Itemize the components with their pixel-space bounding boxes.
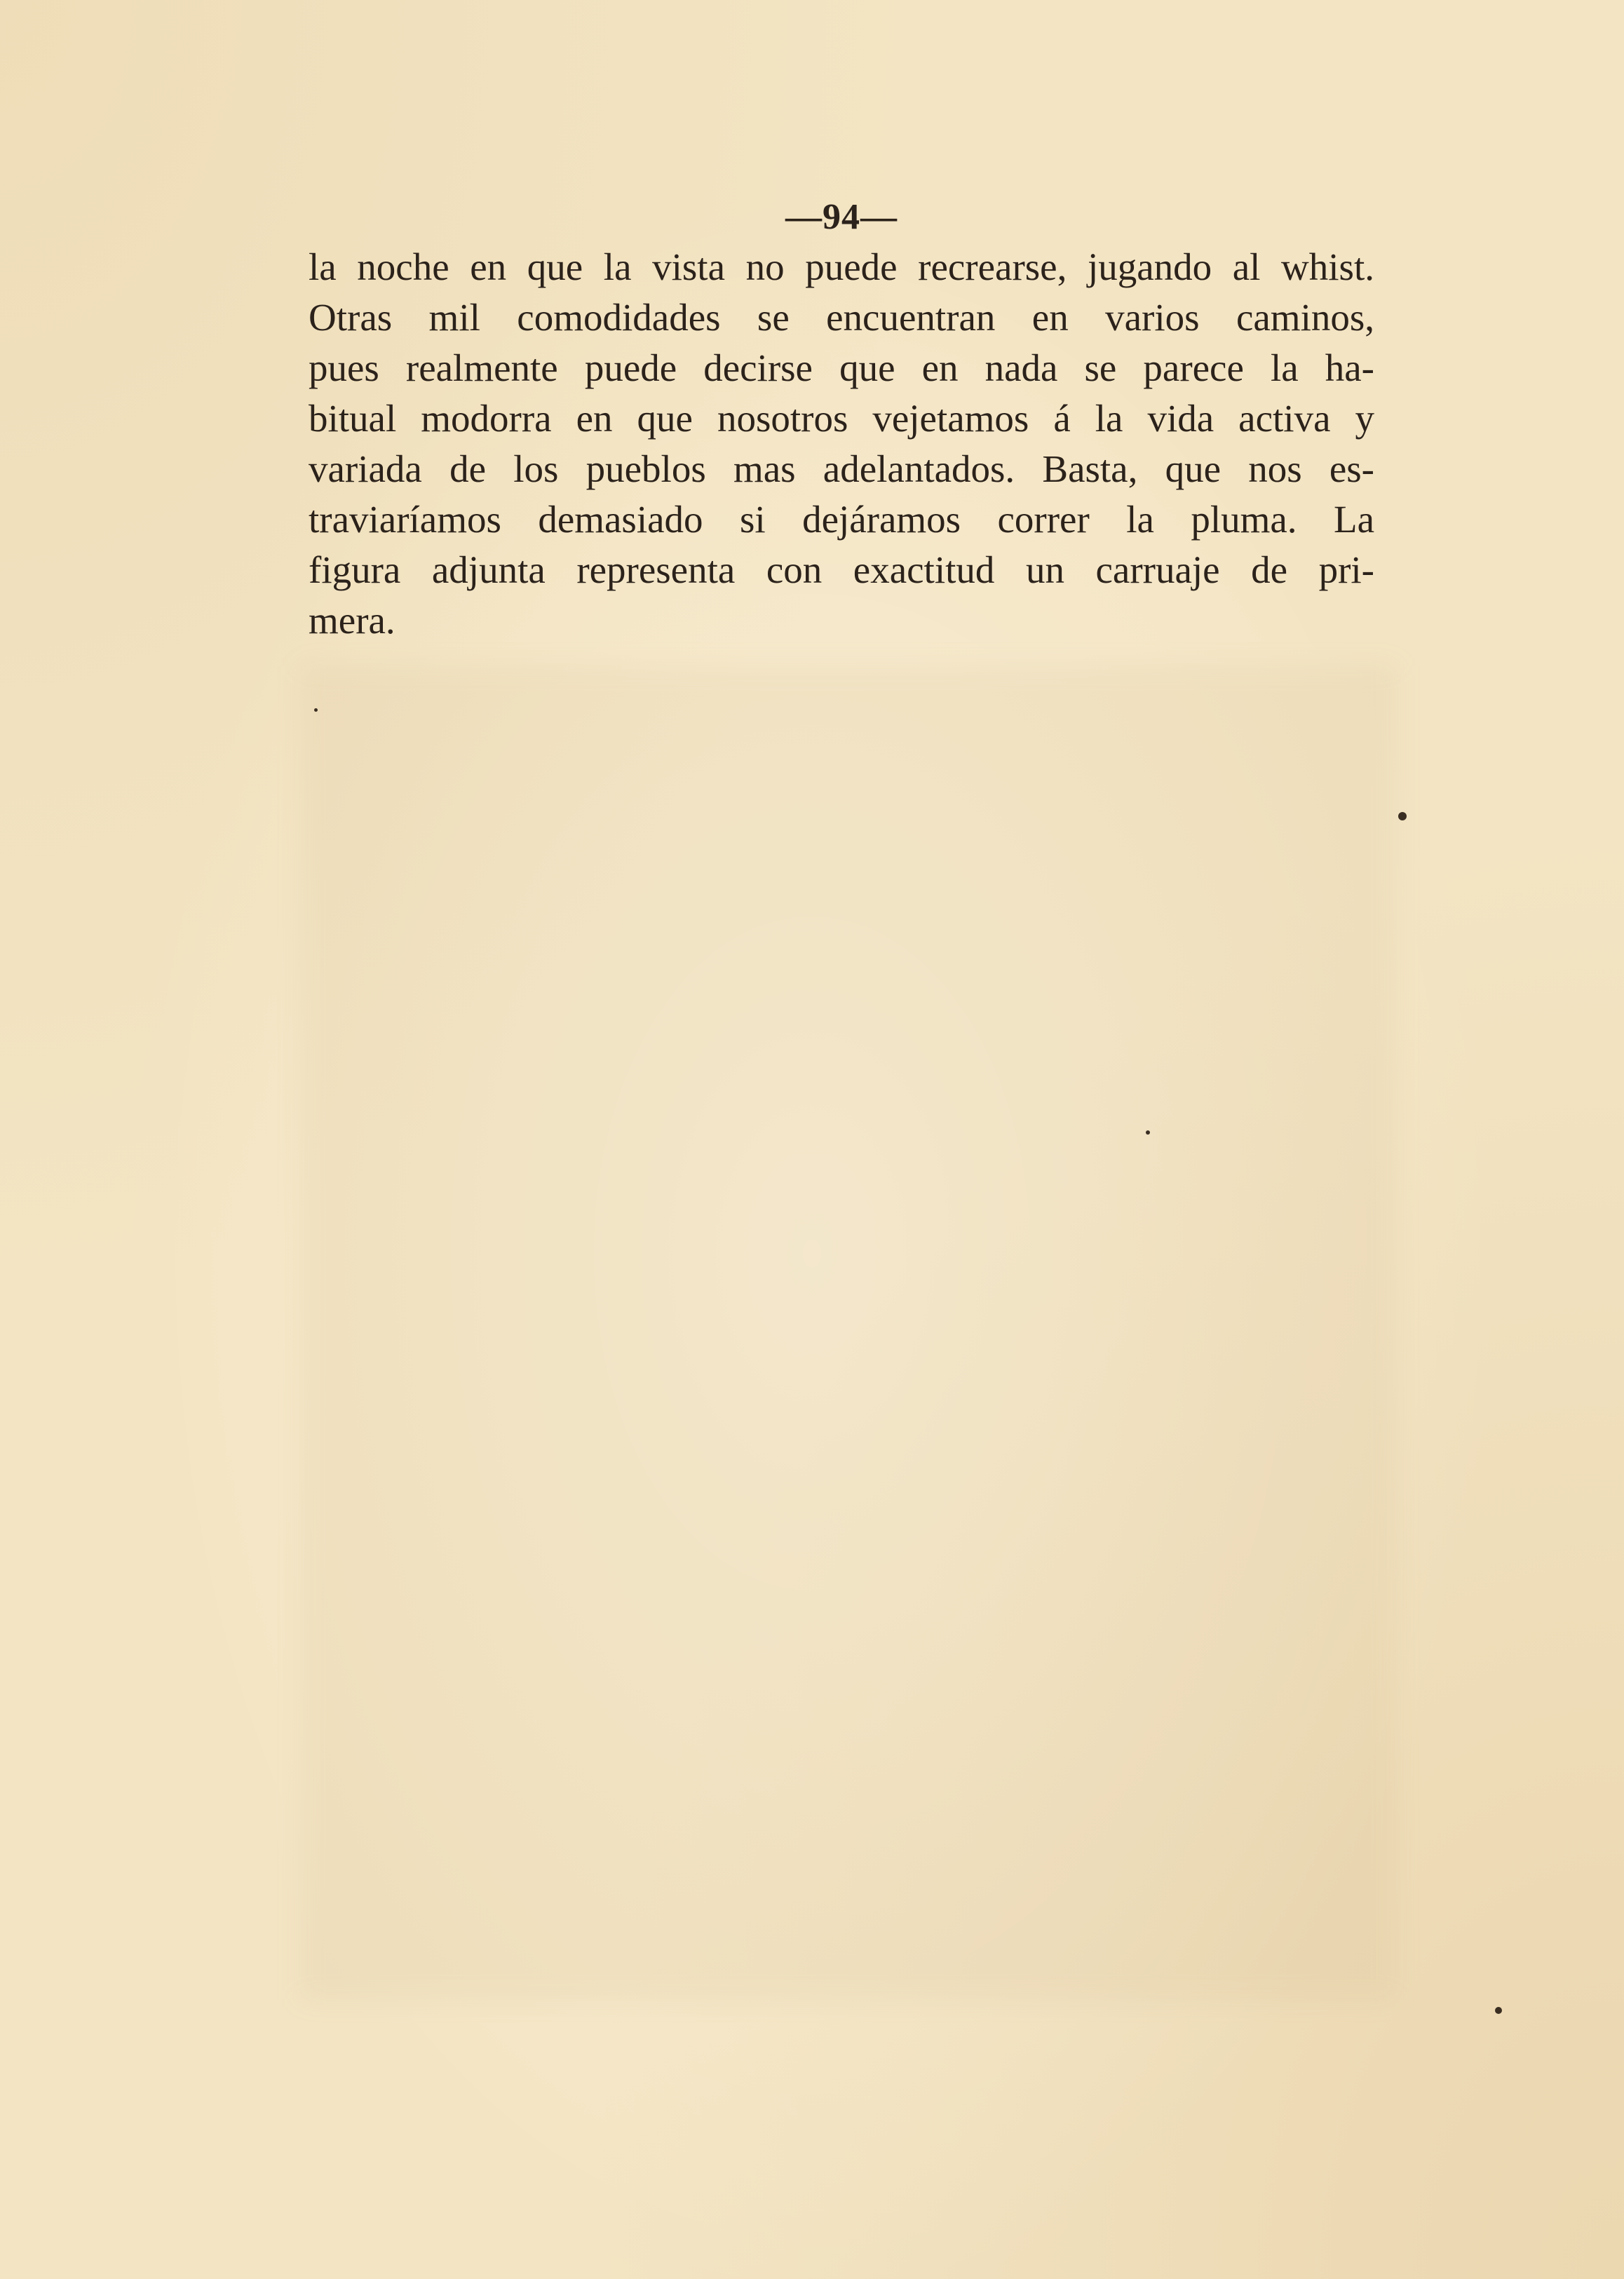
text-line: variada de los pueblos mas adelantados. Basta, que nos es- <box>309 447 1374 490</box>
ink-speck <box>314 708 318 712</box>
text-line: figura adjunta representa con exactitud un carruaje de pri- <box>309 548 1374 591</box>
page-number: —94— <box>785 197 898 237</box>
text-line: bitual modorra en que nosotros vejetamos á la vida activa y <box>309 397 1374 440</box>
ink-speck <box>1495 2007 1502 2014</box>
text-line: traviaríamos demasiado si dejáramos correr la pluma. La <box>309 498 1374 541</box>
text-line: mera. <box>309 599 395 642</box>
text-line: pues realmente puede decirse que en nada se parece la ha- <box>309 346 1374 389</box>
text-line: Otras mil comodidades se encuentran en varios caminos, <box>309 296 1374 339</box>
text-line: la noche en que la vista no puede recrearse, jugando al whist. <box>309 245 1374 288</box>
ink-speck <box>1398 812 1407 820</box>
body-paragraph <box>309 242 1374 646</box>
show-through-area <box>302 666 1395 1999</box>
ink-speck <box>1146 1130 1150 1135</box>
